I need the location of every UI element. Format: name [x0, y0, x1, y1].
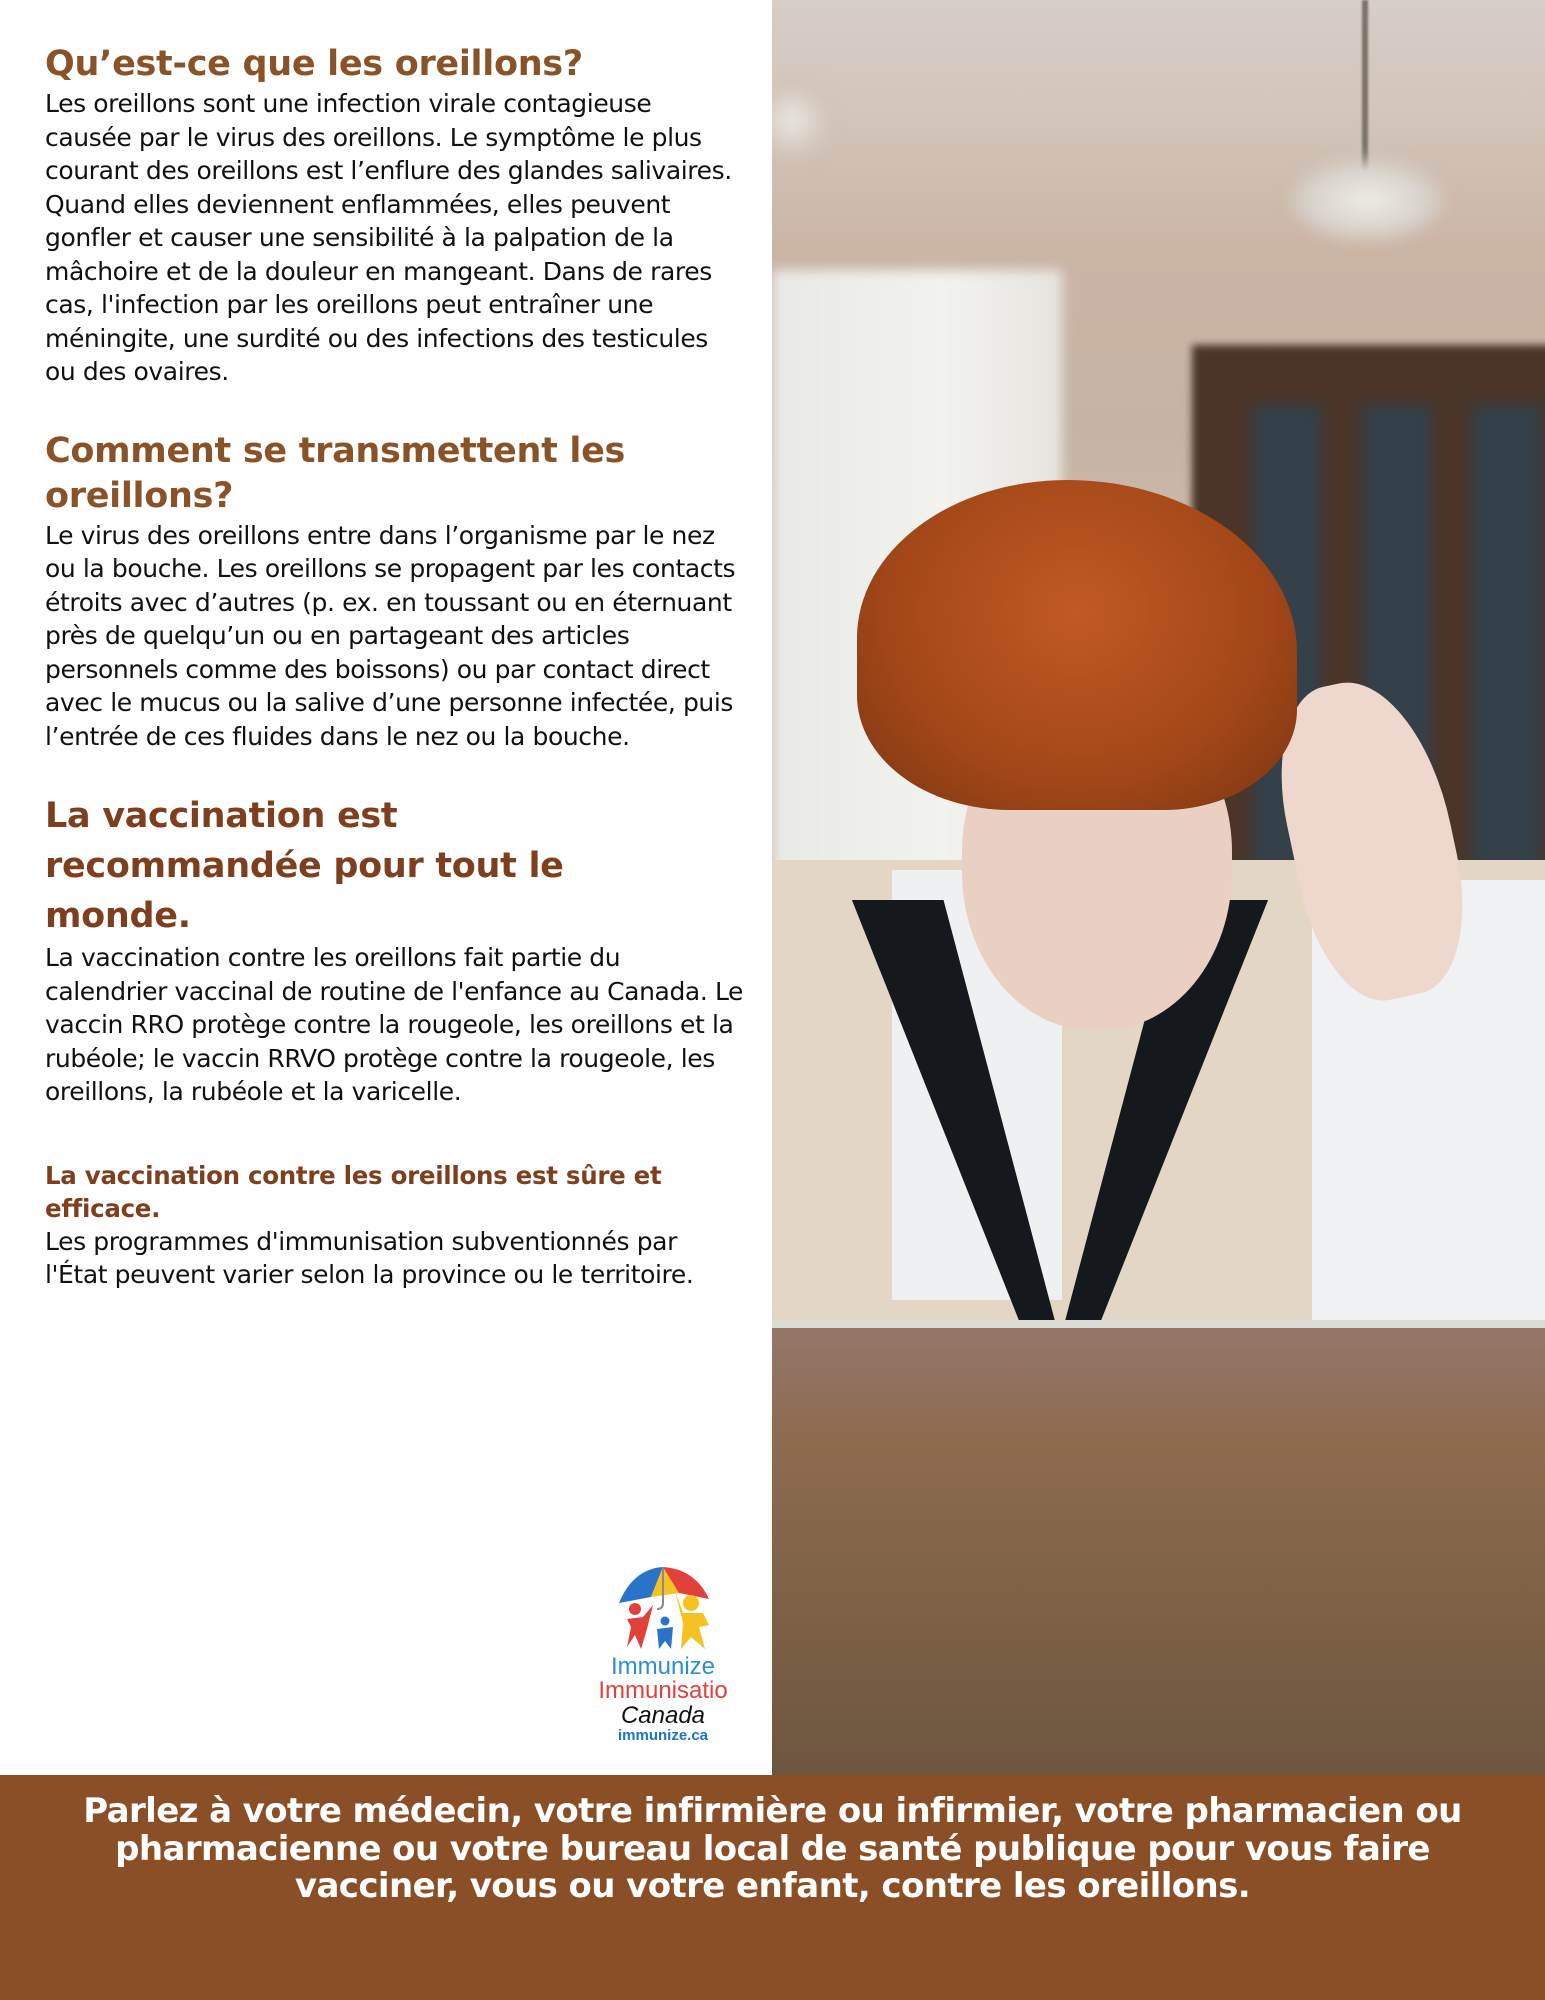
call-to-action-banner	[0, 1775, 1545, 2000]
banner-text: Parlez à votre médecin, votre infirmière ou infirmier, votre pharmacien ou pharmacienne ou votre bureau local de santé publique pour vous faire vacciner, vous ou votre enfant, contre les oreillons.	[83, 1791, 1462, 1906]
body-vaccination: La vaccination contre les oreillons fait partie du calendrier vaccinal de routine de l'enfance au Canada. Le vaccin RRO protège contre la rougeole, les oreillons et la rubéole; le vaccin RRVO protège contre la rougeole, les oreillons, la rubéole et la varicelle.	[45, 943, 744, 1106]
heading-vaccination: La vaccination est recommandée pour tout le monde.	[45, 796, 564, 936]
funding-note: Les programmes d'immunisation subventionnés par l'État peuvent varier selon la province ou le territoire.	[45, 1226, 694, 1289]
immunize-canada-logo[interactable]	[568, 1563, 758, 1763]
heading-transmission: Comment se transmettent les oreillons?	[45, 430, 626, 516]
section-vaccination	[45, 791, 745, 1292]
text-column	[0, 0, 772, 1775]
body-transmission: Le virus des oreillons entre dans l’organisme par le nez ou la bouche. Les oreillons se propagent par les contacts étroits avec d’autres (p. ex. en toussant ou en éternuant près de quelqu’un ou en partageant des articles personnels comme des boissons) ou par contact direct avec le mucus ou la salive d’une personne infectée, puis l’entrée de ces fluides dans le nez ou la bouche.	[45, 520, 736, 751]
heading-what-is-mumps: Qu’est-ce que les oreillons?	[45, 44, 583, 84]
umbrella-family-icon	[613, 1563, 713, 1653]
logo-url[interactable]: immunize.ca	[617, 1727, 709, 1744]
wall-lamp	[772, 80, 832, 160]
chandelier	[1292, 160, 1442, 240]
logo-line-immunize: Immunize	[610, 1653, 716, 1680]
logo-line-immunisation: Immunisatio	[598, 1677, 728, 1704]
chandelier-cord	[1362, 0, 1368, 170]
laptop-back	[772, 1328, 1545, 1775]
body-what-is-mumps: Les oreillons sont une infection virale contagieuse causée par le virus des oreillons. Le symptôme le plus courant des oreillons est l’enflure des glandes salivaires. Quand elles deviennent enflammées, elles peuvent gonfler et causer une sensibilité à la palpation de la mâchoire et de la douleur en mangeant. Dans de rares cas, l'infection par les oreillons peut entraîner une méningite, une surdité ou des infections des testicules ou des ovaires.	[45, 89, 732, 386]
logo-line-canada: Canada	[620, 1702, 706, 1729]
heading-safe-effective: La vaccination contre les oreillons est sûre et efficace.	[45, 1160, 662, 1223]
section-what-is-mumps	[45, 42, 745, 389]
section-transmission	[45, 429, 745, 754]
hero-photo	[772, 0, 1545, 1775]
content	[45, 42, 745, 1292]
